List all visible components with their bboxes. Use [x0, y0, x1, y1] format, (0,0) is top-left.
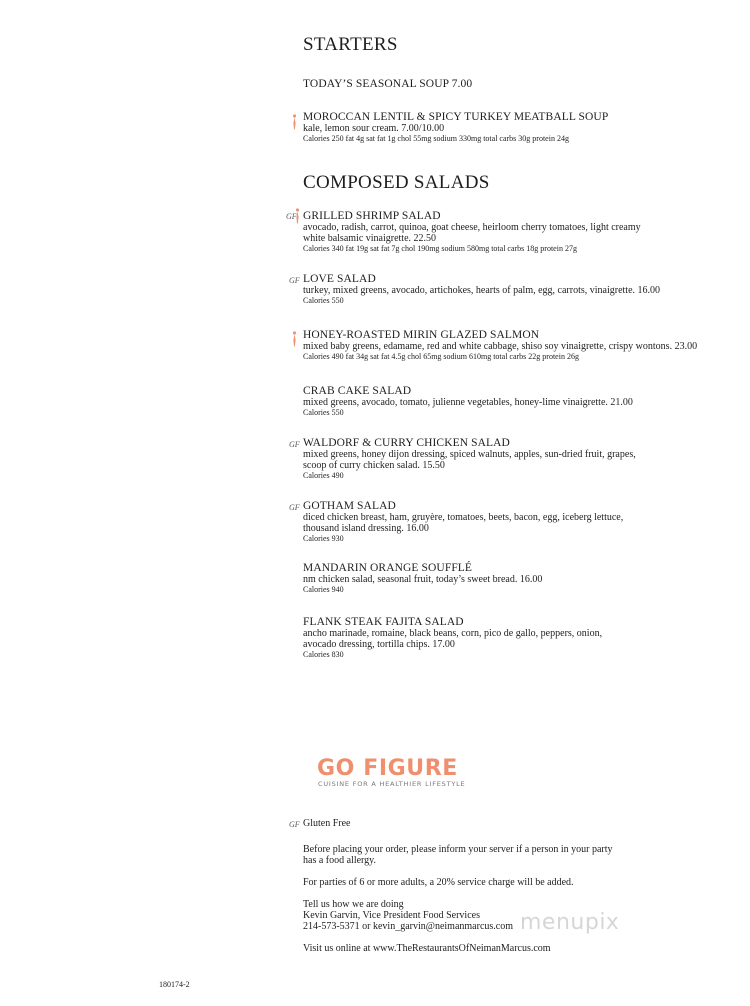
document-code: 180174-2	[159, 980, 190, 989]
item-description: avocado, radish, carrot, quinoa, goat cheese, heirloom cherry tomatoes, light creamy	[303, 222, 641, 233]
gluten-free-legend: Gluten Free	[303, 818, 351, 829]
gluten-free-marker: GF	[289, 820, 300, 829]
menu-item-fajita-salad	[303, 616, 703, 660]
menu-item-lentil-soup	[303, 111, 703, 144]
contact-details: 214-573-5371 or kevin_garvin@neimanmarcus.com	[303, 921, 513, 932]
menupix-watermark: menupix	[520, 910, 620, 935]
website-link[interactable]: Visit us online at www.TheRestaurantsOfNeimanMarcus.com	[303, 943, 551, 954]
item-description: ancho marinade, romaine, black beans, corn, pico de gallo, peppers, onion,	[303, 628, 603, 639]
item-description: scoop of curry chicken salad. 15.50	[303, 460, 445, 471]
item-calories: Calories 930	[303, 534, 344, 543]
menu-item-mandarin-souffle	[303, 562, 703, 595]
item-name: GOTHAM SALAD	[303, 500, 396, 512]
allergy-notice-line-2: has a food allergy.	[303, 855, 377, 866]
item-description: nm chicken salad, seasonal fruit, today’s sweet bread. 16.00	[303, 574, 543, 585]
item-calories: Calories 490 fat 34g sat fat 4.5g chol 65mg sodium 610mg total carbs 22g protein 26g	[303, 352, 579, 361]
gluten-free-marker: GF	[289, 276, 300, 285]
item-name: GRILLED SHRIMP SALAD	[303, 210, 441, 222]
item-name: MOROCCAN LENTIL & SPICY TURKEY MEATBALL SOUP	[303, 111, 609, 123]
item-calories: Calories 940	[303, 585, 344, 594]
item-name: LOVE SALAD	[303, 273, 376, 285]
item-name: WALDORF & CURRY CHICKEN SALAD	[303, 437, 510, 449]
menu-item-grilled-shrimp-salad	[303, 210, 703, 254]
menu-item-seasonal-soup	[303, 78, 703, 90]
go-figure-icon	[292, 331, 297, 347]
item-calories: Calories 830	[303, 650, 344, 659]
menu-item-glazed-salmon	[303, 329, 703, 362]
item-name: TODAY’S SEASONAL SOUP 7.00	[303, 78, 473, 90]
menu-item-crab-cake-salad	[303, 385, 703, 418]
item-description: kale, lemon sour cream. 7.00/10.00	[303, 123, 445, 134]
service-charge-notice: For parties of 6 or more adults, a 20% service charge will be added.	[303, 877, 574, 888]
starters-heading: STARTERS	[303, 34, 398, 55]
item-calories: Calories 550	[303, 408, 344, 417]
item-calories: Calories 250 fat 4g sat fat 1g chol 55mg sodium 330mg total carbs 30g protein 24g	[303, 134, 569, 143]
gluten-free-marker: GF	[289, 503, 300, 512]
item-description: turkey, mixed greens, avocado, artichokes, hearts of palm, egg, carrots, vinaigrette. 16.00	[303, 285, 661, 296]
gluten-free-marker: GF	[286, 212, 297, 221]
item-calories: Calories 340 fat 19g sat fat 7g chol 190mg sodium 580mg total carbs 18g protein 27g	[303, 244, 577, 253]
item-description: mixed greens, avocado, tomato, julienne vegetables, honey-lime vinaigrette. 21.00	[303, 397, 633, 408]
go-figure-logo: GO FIGURE	[317, 756, 458, 781]
item-name: HONEY-ROASTED MIRIN GLAZED SALMON	[303, 329, 540, 341]
item-description: mixed baby greens, edamame, red and white cabbage, shiso soy vinaigrette, crispy wontons. 23.00	[303, 341, 698, 352]
go-figure-icon	[295, 208, 300, 224]
menu-item-gotham-salad	[303, 500, 703, 544]
go-figure-icon	[292, 114, 297, 130]
item-description: avocado dressing, tortilla chips. 17.00	[303, 639, 455, 650]
item-name: FLANK STEAK FAJITA SALAD	[303, 616, 464, 628]
go-figure-tagline: CUISINE FOR A HEALTHIER LIFESTYLE	[318, 780, 466, 788]
item-calories: Calories 550	[303, 296, 344, 305]
item-name: MANDARIN ORANGE SOUFFLÉ	[303, 562, 473, 574]
item-description: mixed greens, honey dijon dressing, spiced walnuts, apples, sun-dried fruit, grapes,	[303, 449, 636, 460]
contact-name: Kevin Garvin, Vice President Food Services	[303, 910, 480, 921]
item-description: white balsamic vinaigrette. 22.50	[303, 233, 437, 244]
menu-item-love-salad	[303, 273, 703, 306]
allergy-notice-line-1: Before placing your order, please inform your server if a person in your party	[303, 844, 613, 855]
composed-salads-heading: COMPOSED SALADS	[303, 172, 490, 193]
feedback-prompt: Tell us how we are doing	[303, 899, 404, 910]
item-calories: Calories 490	[303, 471, 344, 480]
gluten-free-marker: GF	[289, 440, 300, 449]
item-description: thousand island dressing. 16.00	[303, 523, 429, 534]
menu-item-waldorf-salad	[303, 437, 703, 481]
item-name: CRAB CAKE SALAD	[303, 385, 412, 397]
item-description: diced chicken breast, ham, gruyère, tomatoes, beets, bacon, egg, iceberg lettuce,	[303, 512, 624, 523]
